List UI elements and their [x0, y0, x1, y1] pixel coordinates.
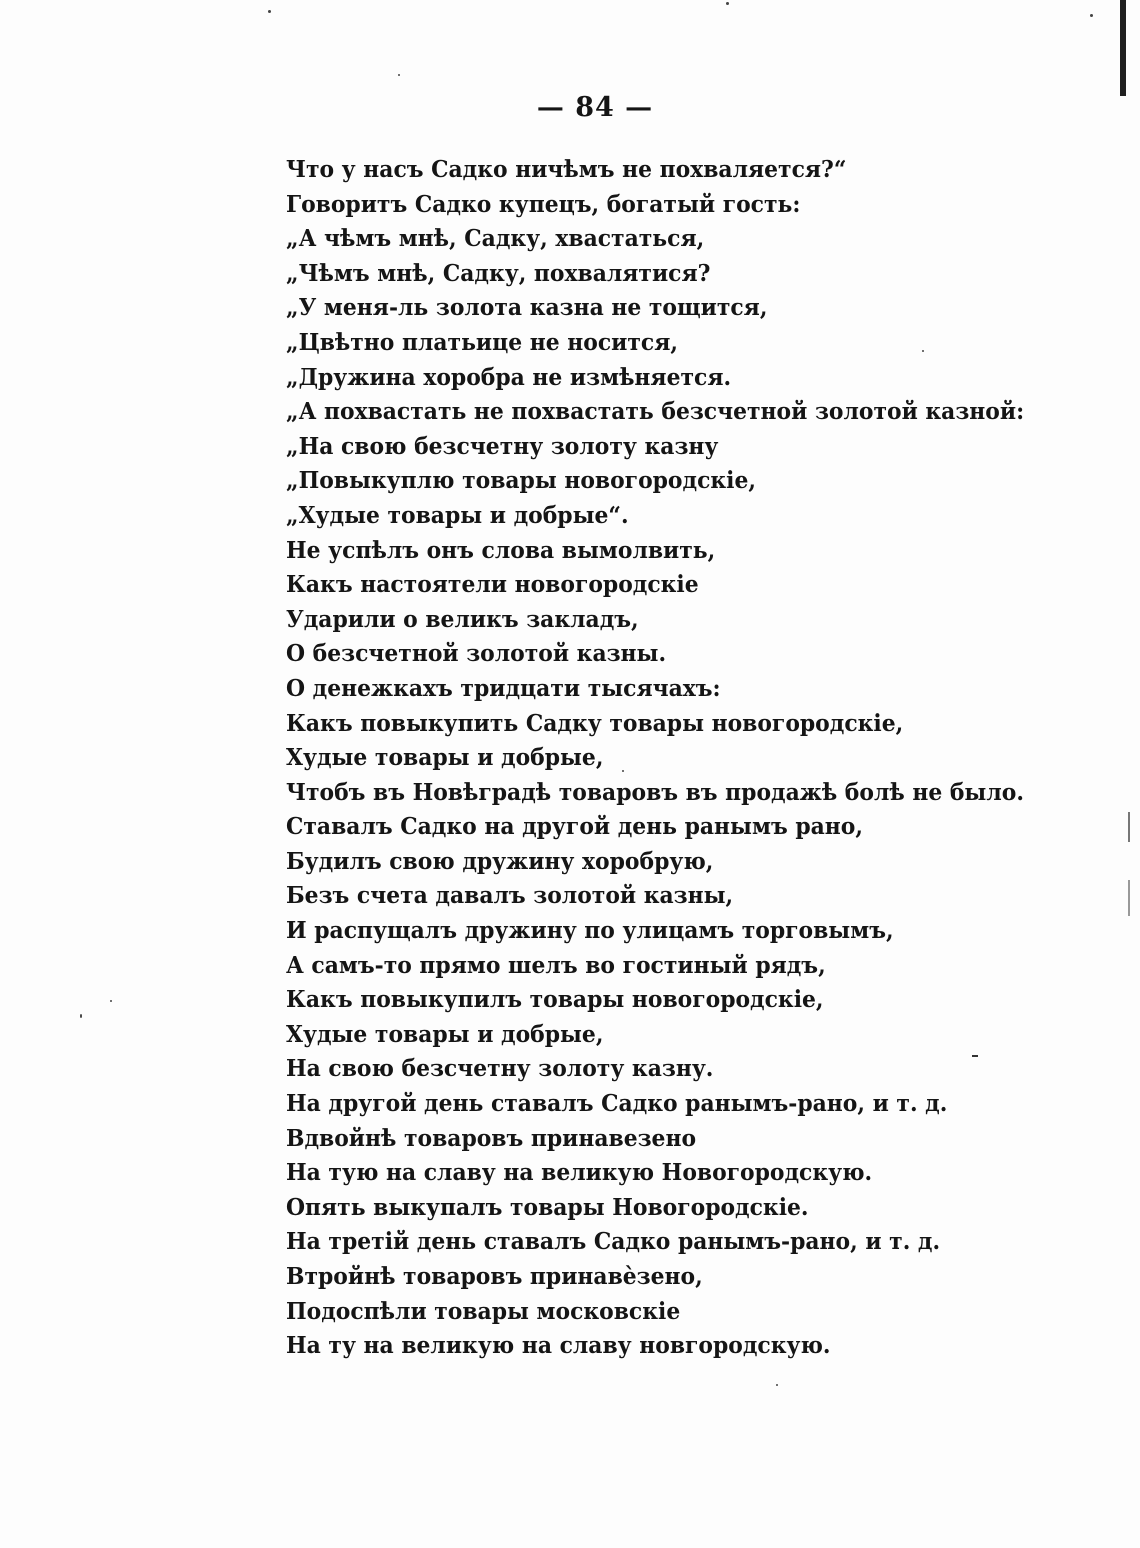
verse-line: И распущалъ дружину по улицамъ торговымъ,: [286, 916, 894, 945]
verse-line: Какъ повыкупить Садку товары новогородскіе,: [286, 708, 904, 737]
verse-line: „На свою безсчетну золоту казну: [286, 431, 719, 460]
verse-line: На ту на великую на славу новгородскую.: [286, 1331, 831, 1360]
verse-line: Что у насъ Садко ничѣмъ не похваляется?“: [286, 155, 847, 183]
verse-line: Говоритъ Садко купецъ, богатый гость:: [286, 189, 801, 218]
verse-line: Втройнѣ товаровъ принавѐзено,: [286, 1262, 703, 1290]
verse-line: Ставалъ Садко на другой день ранымъ рано,: [286, 812, 863, 841]
poem-text: [286, 152, 1025, 1363]
verse-line: „А похвастать не похвастать безсчетной золотой казной:: [286, 397, 1025, 426]
verse-line: „Цвѣтно платьице не носится,: [286, 327, 678, 356]
verse-line: Худые товары и добрые,: [286, 743, 604, 772]
verse-line: О безсчетной золотой казны.: [286, 639, 667, 668]
scan-edge-mark: [1128, 812, 1130, 842]
scan-speck: [80, 1014, 82, 1018]
verse-line: Какъ повыкупилъ товары новогородскіе,: [286, 985, 824, 1014]
verse-line: Подоспѣли товары московскіе: [286, 1296, 681, 1325]
verse-line: „Дружина хоробра не измѣняется.: [286, 362, 732, 391]
verse-line: Вдвойнѣ товаровъ принавезено: [286, 1123, 697, 1152]
scan-speck: [110, 1000, 112, 1002]
verse-line: На третій день ставалъ Садко ранымъ-рано, и т. д.: [286, 1227, 941, 1256]
page-number: — 84 —: [536, 92, 654, 123]
verse-line: На другой день ставалъ Садко ранымъ-рано, и т. д.: [286, 1089, 948, 1118]
scan-edge-mark: [1128, 880, 1130, 916]
verse-line: „Повыкуплю товары новогородскіе,: [286, 466, 756, 495]
verse-line: Безъ счета давалъ золотой казны,: [286, 881, 734, 910]
verse-line: Опять выкупалъ товары Новогородскіе.: [286, 1192, 809, 1221]
verse-line: О денежкахъ тридцати тысячахъ:: [286, 673, 721, 702]
scan-edge-mark: [1120, 0, 1126, 96]
verse-line: „У меня-ль золота казна не тощится,: [286, 293, 768, 322]
verse-line: „Чѣмъ мнѣ, Садку, похвалятися?: [286, 258, 711, 287]
verse-line: Будилъ свою дружину хоробрую,: [286, 846, 714, 875]
scan-speck: [1090, 14, 1093, 17]
verse-line: На тую на славу на великую Новогородскую.: [286, 1158, 873, 1187]
verse-line: Ударили о великъ закладъ,: [286, 604, 639, 633]
verse-line: Чтобъ въ Новѣградѣ товаровъ въ продажѣ болѣ не было.: [286, 777, 1024, 806]
scan-speck: [776, 1384, 778, 1386]
scan-speck: [398, 74, 400, 76]
verse-line: А самъ-то прямо шелъ во гостиный рядъ,: [286, 950, 826, 979]
verse-line: Не успѣлъ онъ слова вымолвить,: [286, 535, 716, 564]
scan-speck: [726, 2, 729, 5]
verse-line: „Худые товары и добрые“.: [286, 500, 629, 529]
verse-line: Какъ настоятели новогородскіе: [286, 570, 699, 599]
verse-line: „А чѣмъ мнѣ, Садку, хвастаться,: [286, 224, 705, 253]
verse-line: Худые товары и добрые,: [286, 1019, 604, 1048]
scan-speck: [268, 10, 271, 13]
verse-line: На свою безсчетну золоту казну.: [286, 1054, 714, 1083]
